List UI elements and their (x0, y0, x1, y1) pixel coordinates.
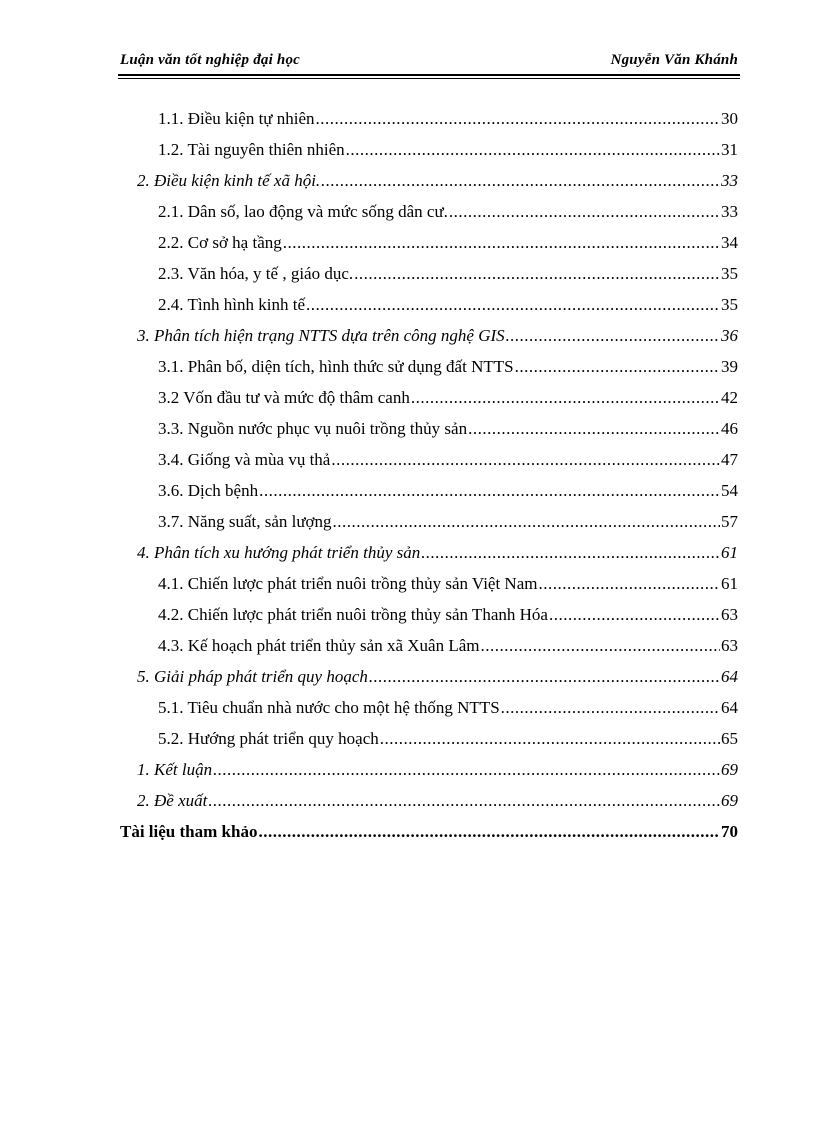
toc-entry-page: 34 (721, 233, 738, 252)
toc-leader-dots (468, 417, 720, 441)
toc-entry[interactable] (158, 448, 738, 472)
toc-leader-dots (208, 789, 720, 813)
page-header (120, 50, 738, 74)
toc-entry-label: 2.3. Văn hóa, y tế , giáo dục. (158, 264, 354, 283)
toc-entry[interactable] (120, 820, 738, 844)
toc-leader-dots (283, 231, 720, 255)
toc-entry[interactable] (137, 541, 738, 565)
toc-leader-dots (259, 479, 720, 503)
toc-entry-page: 30 (721, 109, 738, 128)
toc-leader-dots (421, 541, 720, 565)
toc-entry[interactable] (137, 169, 738, 193)
toc-entry[interactable] (158, 138, 738, 162)
toc-entry[interactable] (158, 727, 738, 751)
toc-entry-label: 4. Phân tích xu hướng phát triển thủy sản (137, 543, 421, 562)
toc-entry-label: 5. Giải pháp phát triển quy hoạch (137, 667, 368, 686)
toc-entry-page: 64 (721, 667, 738, 686)
toc-entry[interactable] (137, 789, 738, 813)
toc-leader-dots (449, 200, 720, 224)
toc-entry[interactable] (137, 665, 738, 689)
toc-entry-label: 4.1. Chiến lược phát triển nuôi trồng thủy sản Việt Nam (158, 574, 538, 593)
toc-entry-page: 39 (721, 357, 738, 376)
toc-entry-label: 3.7. Năng suất, sản lượng (158, 512, 332, 531)
toc-leader-dots (506, 324, 720, 348)
toc-entry-page: 61 (721, 543, 738, 562)
toc-entry[interactable] (137, 758, 738, 782)
toc-entry-page: 70 (721, 822, 738, 841)
toc-entry-label: 2.4. Tình hình kinh tế (158, 295, 306, 314)
toc-entry-page: 42 (721, 388, 738, 407)
toc-leader-dots (369, 665, 720, 689)
toc-entry[interactable] (158, 696, 738, 720)
toc-entry-page: 46 (721, 419, 738, 438)
toc-entry[interactable] (158, 231, 738, 255)
toc-entry-label: 3. Phân tích hiện trạng NTTS dựa trên công nghệ GIS (137, 326, 505, 345)
toc-entry-label: 3.1. Phân bố, diện tích, hình thức sử dụng đất NTTS (158, 357, 514, 376)
toc-leader-dots (316, 107, 720, 131)
toc-entry[interactable] (158, 262, 738, 286)
toc-entry-page: 35 (721, 295, 738, 314)
toc-entry-label: 3.3. Nguồn nước phục vụ nuôi trồng thủy sản (158, 419, 468, 438)
toc-entry-label: 3.2 Vốn đầu tư và mức độ thâm canh (158, 388, 410, 407)
toc-leader-dots (331, 448, 720, 472)
toc-entry[interactable] (158, 355, 738, 379)
toc-entry[interactable] (158, 603, 738, 627)
toc-entry-label: 1.2. Tài nguyên thiên nhiên (158, 140, 345, 159)
toc-entry-page: 33 (721, 171, 738, 190)
toc-leader-dots (549, 603, 720, 627)
toc-entry-label: 5.2. Hướng phát triển quy hoạch (158, 729, 379, 748)
toc-entry-label: 1.1. Điều kiện tự nhiên (158, 109, 315, 128)
toc-entry-page: 63 (721, 605, 738, 624)
toc-leader-dots (501, 696, 720, 720)
toc-entry[interactable] (158, 107, 738, 131)
toc-entry-label: 3.4. Giống và mùa vụ thả (158, 450, 331, 469)
toc-entry-label: 2.1. Dân số, lao động và mức sống dân cư. (158, 202, 448, 221)
toc-leader-dots (481, 634, 721, 658)
toc-leader-dots (538, 572, 720, 596)
toc-entry[interactable] (137, 324, 738, 348)
toc-entry-page: 33 (721, 202, 738, 221)
toc-entry-label: 1. Kết luận (137, 760, 213, 779)
header-divider-thin (118, 78, 740, 79)
toc-leader-dots (354, 262, 720, 286)
toc-leader-dots (411, 386, 720, 410)
toc-entry-label: 3.6. Dịch bệnh (158, 481, 259, 500)
toc-entry-page: 65 (721, 729, 738, 748)
toc-entry-label: 5.1. Tiêu chuẩn nhà nước cho một hệ thống NTTS (158, 698, 500, 717)
toc-entry-label: 2. Đề xuất (137, 791, 208, 810)
header-author-name: Nguyễn Văn Khánh (610, 52, 738, 68)
toc-entry-page: 64 (721, 698, 738, 717)
toc-entry[interactable] (158, 386, 738, 410)
toc-entry[interactable] (158, 417, 738, 441)
toc-entry-page: 63 (721, 636, 738, 655)
toc-entry-label: 2. Điều kiện kinh tế xã hội. (137, 171, 321, 190)
toc-leader-dots (380, 727, 720, 751)
toc-entry[interactable] (158, 510, 738, 534)
toc-entry[interactable] (158, 293, 738, 317)
toc-entry-label: 2.2. Cơ sở hạ tầng (158, 233, 282, 252)
toc-leader-dots (306, 293, 720, 317)
toc-entry-page: 69 (721, 791, 738, 810)
header-divider-thick (118, 74, 740, 76)
toc-entry-label: 4.3. Kế hoạch phát triển thủy sản xã Xuân Lâm (158, 636, 480, 655)
toc-leader-dots (333, 510, 720, 534)
toc-leader-dots (346, 138, 720, 162)
toc-entry-page: 36 (721, 326, 738, 345)
toc-entry-page: 61 (721, 574, 738, 593)
toc-entry-label: 4.2. Chiến lược phát triển nuôi trồng thủy sản Thanh Hóa (158, 605, 548, 624)
toc-entry-page: 47 (721, 450, 738, 469)
toc-entry-page: 35 (721, 264, 738, 283)
toc-entry[interactable] (158, 200, 738, 224)
toc-entry[interactable] (158, 572, 738, 596)
toc-leader-dots (213, 758, 720, 782)
toc-leader-dots (515, 355, 720, 379)
toc-entry-page: 69 (721, 760, 738, 779)
toc-entry-page: 31 (721, 140, 738, 159)
header-thesis-title: Luận văn tốt nghiệp đại học (120, 52, 301, 68)
toc-entry-page: 57 (721, 512, 738, 531)
toc-leader-dots (321, 169, 720, 193)
toc-entry-label: Tài liệu tham khảo (120, 822, 258, 841)
toc-leader-dots (258, 820, 720, 844)
toc-entry[interactable] (158, 634, 738, 658)
toc-entry-page: 54 (721, 481, 738, 500)
toc-entry[interactable] (158, 479, 738, 503)
